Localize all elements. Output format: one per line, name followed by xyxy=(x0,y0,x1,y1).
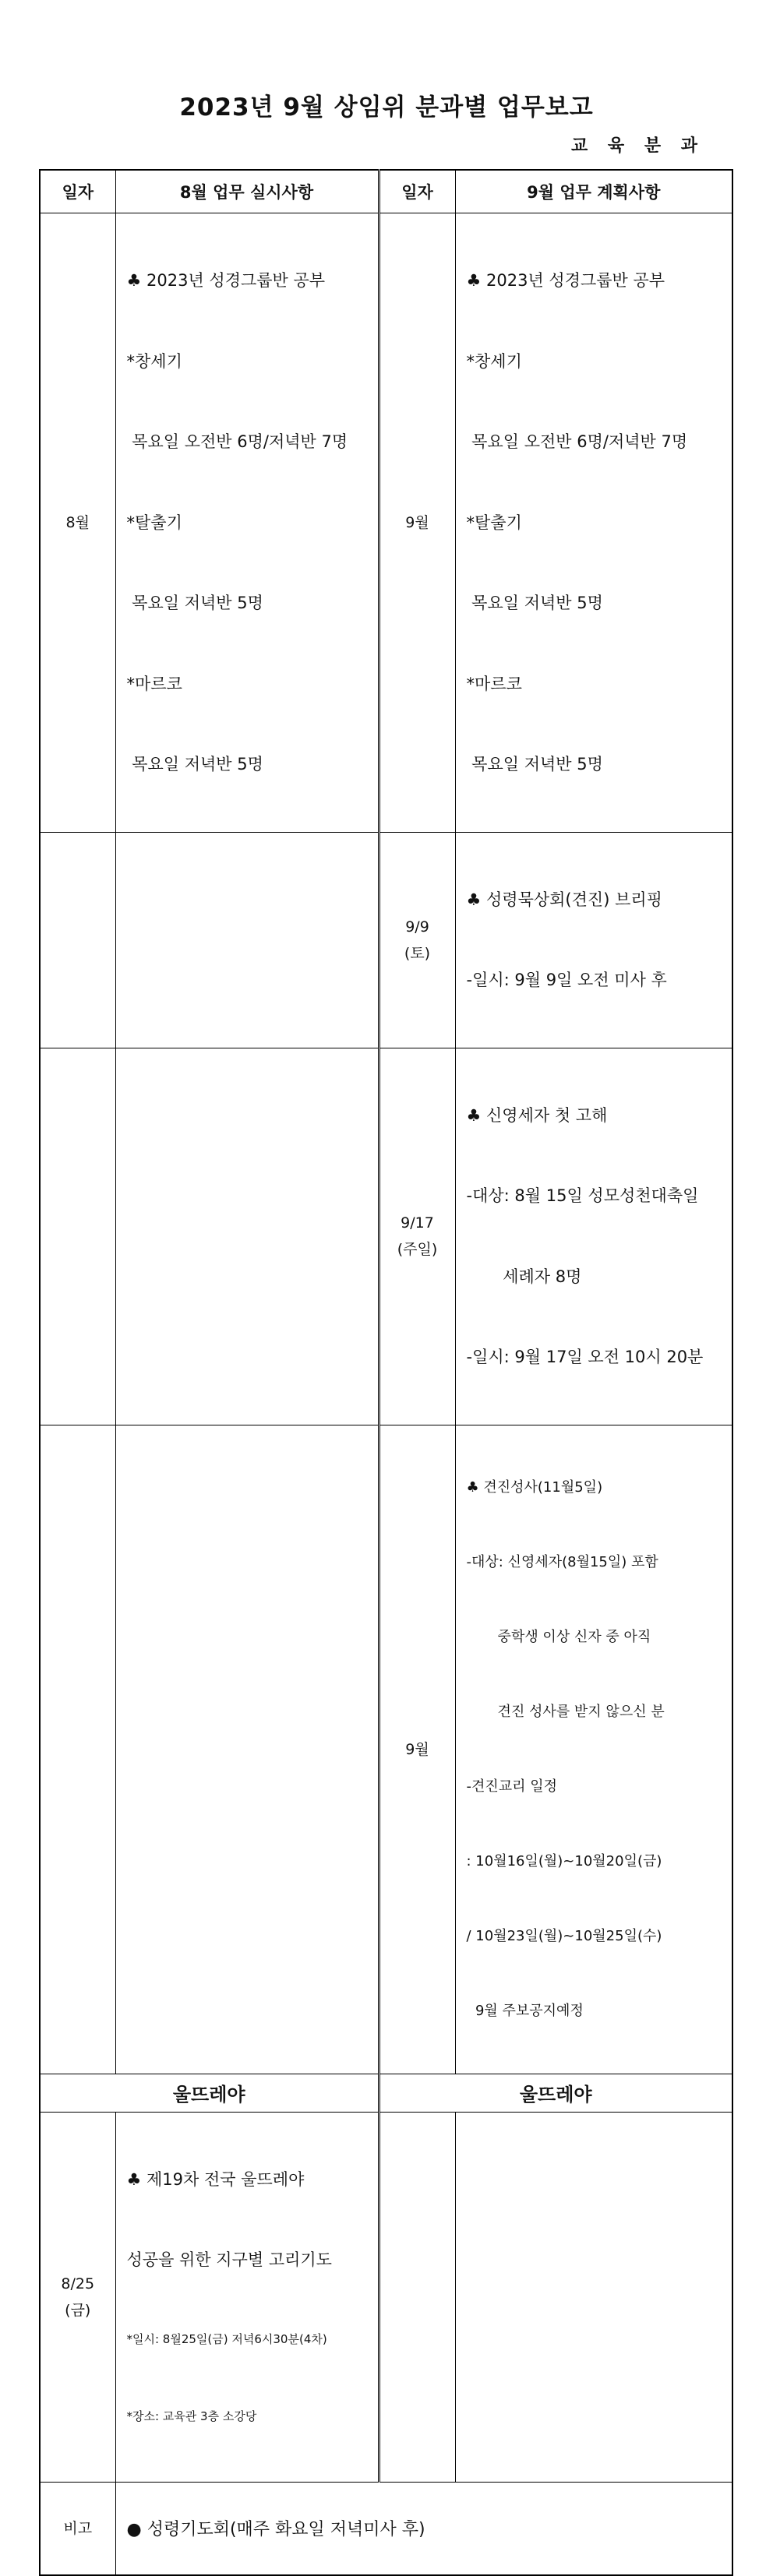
date-line: (토) xyxy=(404,944,431,962)
line: *마르코 xyxy=(466,674,522,693)
empty-cell xyxy=(115,1425,379,2074)
date-line: (주일) xyxy=(397,1241,438,1258)
line: 견진 성사를 받지 않으신 분 xyxy=(466,1703,665,1720)
ultreya-prayer xyxy=(115,2112,379,2482)
line: 9월 주보공지예정 xyxy=(466,2002,584,2019)
ultreya-heading-left: 울뜨레야 xyxy=(40,2074,379,2112)
header-date-right: 일자 xyxy=(379,170,455,213)
line: 목요일 오전반 6명/저녁반 7명 xyxy=(126,432,348,451)
line: 중학생 이상 신자 중 아직 xyxy=(466,1628,651,1645)
date-cell xyxy=(379,832,455,1048)
line: -대상: 8월 15일 성모성천대축일 xyxy=(466,1186,699,1205)
page-title: 2023년 9월 상임위 분과별 업무보고 xyxy=(179,93,594,122)
ultreya-lines xyxy=(116,2113,378,2482)
empty-cell xyxy=(115,1048,379,1425)
line: ♣ 2023년 성경그룹반 공부 xyxy=(466,271,665,290)
department-label: 교 육 분 과 xyxy=(571,136,704,156)
remarks-row xyxy=(40,2482,732,2575)
line: ♣ 성령묵상회(견진) 브리핑 xyxy=(466,890,662,909)
remarks-cell xyxy=(115,2482,732,2575)
line: 세례자 8명 xyxy=(466,1267,582,1286)
date-line: 9/17 xyxy=(401,1214,434,1232)
ultreya-heading-right: 울뜨레야 xyxy=(379,2074,732,2112)
ultreya-heading-row xyxy=(40,2074,732,2112)
date-cell xyxy=(379,1048,455,1425)
line: ♣ 신영세자 첫 고해 xyxy=(466,1105,608,1125)
line: *탈출기 xyxy=(126,513,182,532)
line: 목요일 오전반 6명/저녁반 7명 xyxy=(466,432,688,451)
line: -일시: 9월 17일 오전 10시 20분 xyxy=(466,1348,704,1366)
header-august-work: 8월 업무 실시사항 xyxy=(115,170,379,213)
september-confession xyxy=(455,1048,732,1425)
empty-cell xyxy=(379,2112,455,2482)
table-row xyxy=(40,213,732,833)
header-september-plan: 9월 업무 계획사항 xyxy=(455,170,732,213)
empty-cell xyxy=(40,832,115,1048)
remarks-label: 비고 xyxy=(40,2482,115,2575)
bible-study-lines xyxy=(116,213,378,832)
line: *창세기 xyxy=(466,351,522,371)
confession-lines xyxy=(456,1048,732,1425)
line: -견진교리 일정 xyxy=(466,1778,558,1795)
line: -일시: 9월 9일 오전 미사 후 xyxy=(466,971,667,989)
remarks-text: ● 성령기도회(매주 화요일 저녁미사 후) xyxy=(126,2520,425,2539)
header-date-left: 일자 xyxy=(40,170,115,213)
september-briefing xyxy=(455,832,732,1048)
date-cell: 9월 xyxy=(379,213,455,833)
line: *탈출기 xyxy=(466,513,522,532)
table-row xyxy=(40,1425,732,2074)
august-bible-study xyxy=(115,213,379,833)
bible-study-lines xyxy=(456,213,732,832)
line: 목요일 저녁반 5명 xyxy=(126,755,263,774)
table-row xyxy=(40,1048,732,1425)
date-cell: 9월 xyxy=(379,1425,455,2074)
line: *일시: 8월25일(금) 저녁6시30분(4차) xyxy=(126,2331,327,2346)
date-cell: 8월 xyxy=(40,213,115,833)
line: -대상: 신영세자(8월15일) 포함 xyxy=(466,1553,658,1570)
empty-cell xyxy=(455,2112,732,2482)
empty-cell xyxy=(115,832,379,1048)
september-bible-study xyxy=(455,213,732,833)
briefing-lines xyxy=(456,833,732,1048)
line: *마르코 xyxy=(126,674,182,693)
table-row xyxy=(40,2112,732,2482)
line: 목요일 저녁반 5명 xyxy=(466,594,603,612)
line: 목요일 저녁반 5명 xyxy=(466,755,603,774)
line: ♣ 제19차 전국 울뜨레야 xyxy=(126,2169,305,2189)
table-row xyxy=(40,832,732,1048)
empty-cell xyxy=(40,1048,115,1425)
september-confirmation xyxy=(455,1425,732,2074)
line: 목요일 저녁반 5명 xyxy=(126,594,263,612)
date-cell xyxy=(40,2112,115,2482)
confirmation-lines xyxy=(456,1425,732,2074)
line: *장소: 교육관 3층 소강당 xyxy=(126,2409,257,2423)
line: *창세기 xyxy=(126,351,182,371)
line: : 10월16일(월)~10월20일(금) xyxy=(466,1852,662,1869)
header-row xyxy=(40,170,732,213)
line: ♣ 견진성사(11월5일) xyxy=(466,1478,603,1496)
line: / 10월23일(월)~10월25일(수) xyxy=(466,1927,662,1944)
date-line: 8/25 xyxy=(61,2275,95,2292)
report-table xyxy=(39,169,733,2576)
line: 성공을 위한 지구별 고리기도 xyxy=(126,2250,332,2269)
date-line: (금) xyxy=(65,2301,91,2319)
date-line: 9/9 xyxy=(405,918,429,936)
line: ♣ 2023년 성경그룹반 공부 xyxy=(126,271,326,290)
empty-cell xyxy=(40,1425,115,2074)
